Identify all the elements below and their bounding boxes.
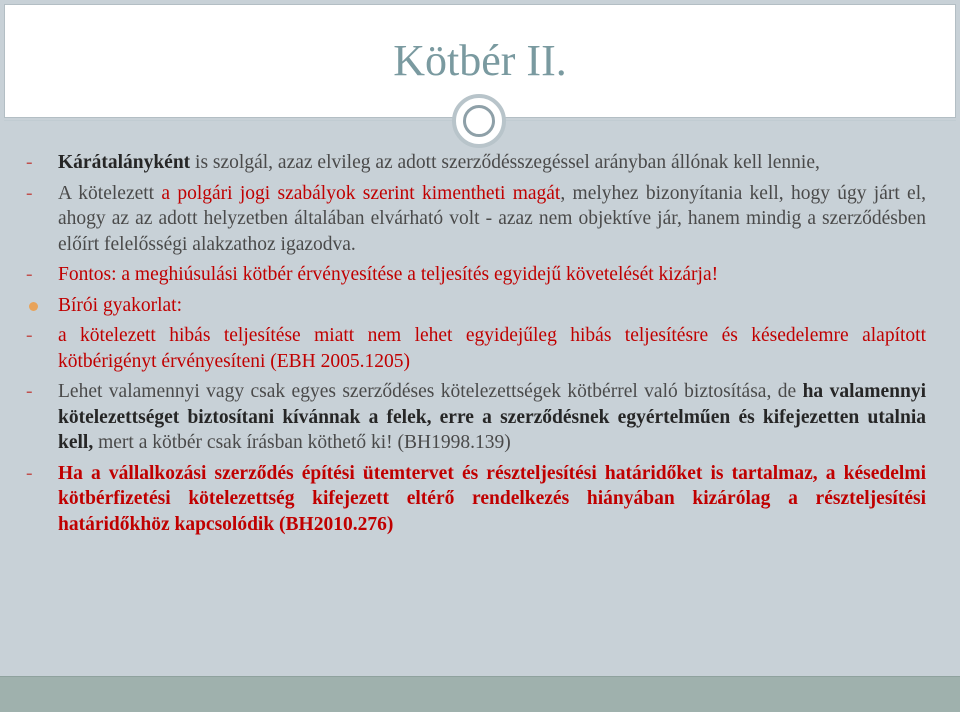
slide-title: Kötbér II.	[393, 36, 567, 85]
paragraph-biroi-gyakorlat	[26, 293, 926, 319]
paragraph-kimentes	[26, 181, 926, 258]
paragraph-fontos	[26, 262, 926, 288]
paragraph-text: is szolgál, azaz elvileg az adott szerződésszegéssel arányban állónak kell lennie,	[190, 152, 820, 173]
paragraph-ebh	[26, 323, 926, 374]
emphasis-bh1998: ha valamennyi kötelezettséget biztosítani kívánnak a felek, erre a szerződésnek egyértelműen és kifejezetten utalnia kell,	[58, 381, 926, 453]
dash-marker: -	[26, 264, 33, 285]
paragraph-text: , melyhez bizonyítania kell, hogy úgy járt el, ahogy az az adott helyzetben általában elvárható volt - azaz nem objektíve jár, hanem mindig a szerződésben előírt felelősségi alakzathoz igazodva.	[58, 182, 927, 255]
paragraph-bh1998	[26, 379, 926, 456]
paragraph-bh2010	[26, 461, 926, 538]
dash-marker: -	[26, 152, 33, 173]
term-kataralany: Kárátalányként	[58, 152, 191, 173]
paragraph-text: Ha a vállalkozási szerződés építési ütemtervet és részteljesítési határidőket is tartalmaz, a késedelmi kötbérfizetési kötelezettség kifejezett eltérő rendelkezés hiányában kizárólag a részteljesítési határidőkhöz kapcsolódik (BH2010.276)	[58, 462, 926, 535]
paragraph-kataralany	[26, 150, 926, 176]
highlight-kimentes: a polgári jogi szabályok szerint kimentheti magát	[161, 182, 561, 204]
slide-content	[26, 150, 926, 542]
bullet-dot-icon	[29, 302, 38, 311]
footer-bar	[0, 676, 960, 712]
paragraph-text: Lehet valamennyi vagy csak egyes szerződéses kötelezettségek kötbérrel való biztosítása, de	[58, 381, 803, 402]
decorative-ring-inner-icon	[463, 105, 495, 137]
decorative-ring-icon	[452, 94, 506, 148]
paragraph-text: A kötelezett	[58, 182, 162, 204]
dash-marker: -	[26, 325, 33, 346]
paragraph-text: a kötelezett hibás teljesítése miatt nem lehet egyidejűleg hibás teljesítésre és késedelemre alapított kötbérigényt érvényesíteni (EBH 2005.1205)	[58, 325, 926, 372]
dash-marker: -	[26, 462, 33, 484]
section-heading: Bírói gyakorlat:	[58, 294, 183, 316]
paragraph-text: mert a kötbér csak írásban köthető ki! (BH1998.139)	[93, 432, 511, 453]
dash-marker: -	[26, 182, 33, 204]
dash-marker: -	[26, 381, 33, 402]
paragraph-text: Fontos: a meghiúsulási kötbér érvényesítése a teljesítés egyidejű követelését kizárja!	[58, 264, 719, 285]
